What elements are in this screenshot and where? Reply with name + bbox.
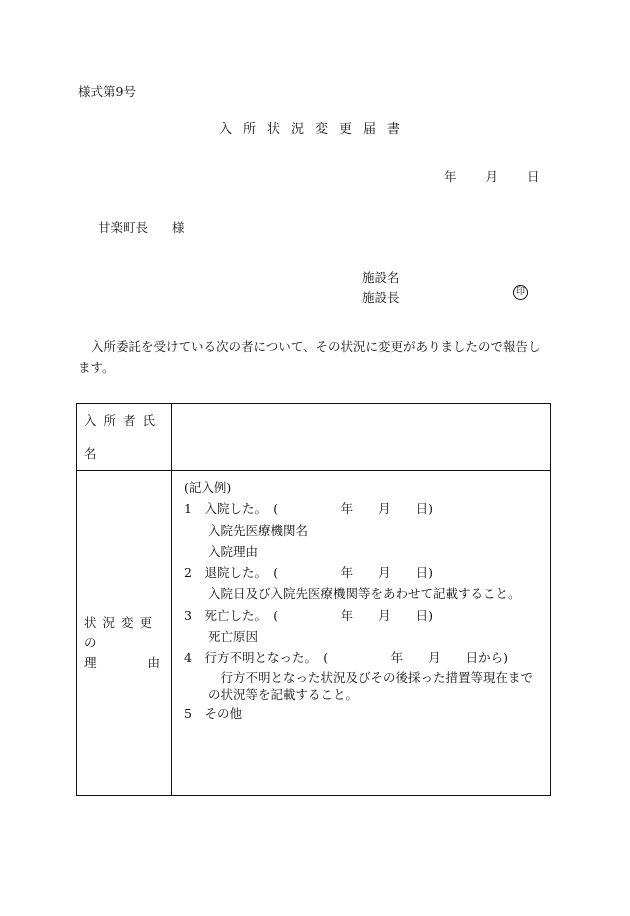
date-year: 年 (444, 169, 457, 184)
date-line (444, 167, 540, 185)
date-month: 月 (485, 169, 499, 184)
addressee-name: 甘楽町長 (98, 220, 149, 235)
facility-head-label: 施設長 (362, 290, 400, 305)
item-1-sub-1: 入院先医療機関名 (208, 522, 309, 538)
addressee (98, 218, 185, 236)
change-reason-label-line1: 状況変更の (84, 615, 159, 650)
seal-stamp: 印 (513, 285, 528, 300)
facility-name-label: 施設名 (362, 270, 400, 285)
item-1: 1 入院した。 ( 年 月 日) (184, 501, 433, 517)
item-2: 2 退院した。 ( 年 月 日) (184, 565, 433, 581)
resident-name-label-cell (77, 404, 172, 471)
resident-name-label: 入所者氏名 (84, 413, 163, 461)
change-reason-label-yu: 由 (147, 655, 166, 670)
resident-name-field[interactable] (172, 404, 551, 471)
date-day: 日 (527, 169, 540, 184)
page-title: 入所状況変更届書 (218, 122, 411, 137)
item-3-sub-1: 死亡原因 (208, 629, 259, 645)
change-reason-label-cell (77, 471, 172, 796)
intro-text: 入所委託を受けている次の者について、その状況に変更がありましたので報告します。 (78, 339, 541, 375)
addressee-honorific: 様 (172, 220, 185, 235)
change-reason-label-ri: 理 (84, 655, 103, 670)
report-table (76, 403, 551, 796)
form-number: 様式第9号 (78, 84, 136, 99)
item-4-sub-1: 行方不明となった状況及びその後採った措置等現在までの状況等を記載すること。 (208, 669, 534, 702)
item-3: 3 死亡した。 ( 年 月 日) (184, 607, 433, 623)
change-reason-field[interactable] (172, 471, 551, 796)
item-1-sub-2: 入院理由 (208, 543, 259, 559)
item-4: 4 行方不明となった。 ( 年 月 日から) (184, 650, 508, 666)
item-2-sub-1: 入院日及び入院先医療機関等をあわせて記載すること。 (208, 586, 521, 602)
example-header: (記入例) (184, 480, 232, 495)
item-5: 5 その他 (184, 705, 242, 721)
